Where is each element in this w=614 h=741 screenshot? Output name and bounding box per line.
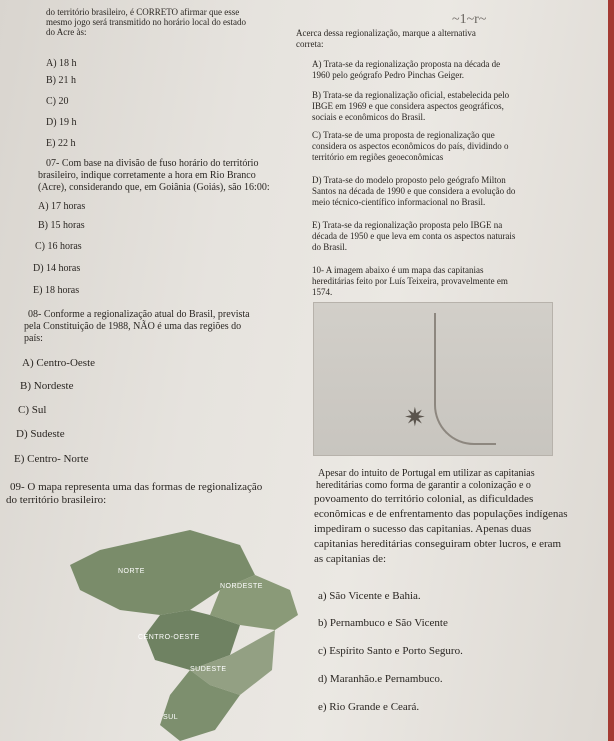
q08-option-a[interactable]: A) Centro-Oeste	[22, 357, 96, 369]
q08-option-e[interactable]: E) Centro- Norte	[14, 453, 89, 465]
coastline-drawing	[434, 313, 496, 445]
q10-text-line6: capitanias hereditárias conseguiram obter lucros, e eram	[314, 538, 562, 550]
q06-option-a[interactable]: A) 18 h	[46, 58, 77, 69]
q10-option-c[interactable]: c) Espírito Santo e Porto Seguro.	[318, 645, 463, 657]
q10-option-b[interactable]: b) Pernambuco e São Vicente	[318, 617, 448, 629]
q07-option-e[interactable]: E) 18 horas	[33, 285, 80, 296]
q10-option-a[interactable]: a) São Vicente e Bahia.	[318, 590, 421, 602]
region-label-norte: NORTE	[118, 568, 145, 575]
q05-option-d-line1[interactable]: D) Trata-se do modelo proposto pelo geógrafo Milton	[312, 175, 506, 185]
region-label-centro-oeste: CENTRO-OESTE	[138, 634, 200, 641]
q05-option-b-line3[interactable]: sociais e econômicos do Brasil.	[312, 112, 426, 122]
q10-text-line3: povoamento do território colonial, as dificuldades	[314, 493, 534, 505]
q08-stem-line1: 08- Conforme a regionalização atual do Brasil, prevista	[28, 309, 250, 320]
q06-option-d[interactable]: D) 19 h	[46, 117, 77, 128]
q10-stem-line2: hereditárias feito por Luís Teixeira, provavelmente em	[312, 276, 508, 286]
q10-stem-line3: 1574.	[312, 287, 333, 297]
q05-option-c-line3[interactable]: território em regiões geoeconômicas	[312, 152, 444, 162]
q05-option-c-line2[interactable]: considera os aspectos econômicos do país, dividindo o	[312, 141, 509, 151]
q10-text-line2: hereditárias como forma de garantir a colonização e o	[316, 480, 531, 491]
q06-option-e[interactable]: E) 22 h	[46, 138, 76, 149]
handwritten-mark: ~1~r~	[452, 12, 487, 27]
compass-rose-icon: ✷	[404, 403, 426, 432]
q07-option-b[interactable]: B) 15 horas	[38, 220, 85, 231]
q06-option-c[interactable]: C) 20	[46, 96, 69, 107]
q10-option-d[interactable]: d) Maranhão.e Pernambuco.	[318, 673, 443, 685]
q10-text-line7: as capitanias de:	[314, 553, 387, 565]
q08-option-b[interactable]: B) Nordeste	[20, 380, 74, 392]
q08-option-c[interactable]: C) Sul	[18, 404, 47, 416]
region-label-sudeste: SUDESTE	[190, 666, 227, 673]
q10-text-line5: impediram o sucesso das capitanias. Apenas duas	[314, 523, 532, 535]
q09-stem-line1: 09- O mapa representa uma das formas de regionalização	[10, 481, 263, 493]
q05-stem-line2: correta:	[296, 39, 324, 49]
background-fabric-edge	[608, 0, 614, 741]
q09-stem-line2: do território brasileiro:	[6, 494, 107, 506]
q07-stem-line2: brasileiro, indique corretamente a hora em Rio Branco	[38, 170, 256, 181]
q05-option-a-line1[interactable]: A) Trata-se da regionalização proposta na década de	[312, 59, 501, 69]
region-label-sul: SUL	[163, 714, 179, 721]
q06-stem-line2: mesmo jogo será transmitido no horário local do estado	[46, 17, 246, 27]
q10-option-e[interactable]: e) Rio Grande e Ceará.	[318, 701, 420, 713]
q05-option-c-line1[interactable]: C) Trata-se de uma proposta de regionalização que	[312, 130, 495, 140]
q10-text-line1: Apesar do intuito de Portugal em utilizar as capitanias	[318, 468, 535, 479]
q06-option-b[interactable]: B) 21 h	[46, 75, 76, 86]
q05-option-e-line3[interactable]: do Brasil.	[312, 242, 347, 252]
brazil-regions-map	[40, 520, 310, 741]
q05-option-e-line2[interactable]: década de 1950 e que leva em conta os aspectos naturais	[312, 231, 516, 241]
q08-stem-line2: pela Constituição de 1988, NÃO é uma das regiões do	[24, 321, 242, 332]
q10-text-line4: econômicas e de enfrentamento das populações indígenas	[314, 508, 568, 520]
q05-stem-line1: Acerca dessa regionalização, marque a alternativa	[296, 28, 476, 38]
region-label-nordeste: NORDESTE	[220, 583, 263, 590]
q07-stem-line1: 07- Com base na divisão de fuso horário do território	[46, 158, 259, 169]
q08-stem-line3: país:	[24, 333, 43, 344]
q06-stem-line3: do Acre às:	[46, 27, 87, 37]
q07-option-d[interactable]: D) 14 horas	[33, 263, 81, 274]
q06-stem-line1: do território brasileiro, é CORRETO afirmar que esse	[46, 7, 240, 17]
q07-stem-line3: (Acre), considerando que, em Goiânia (Goiás), são 16:00:	[38, 182, 270, 193]
q05-option-b-line2[interactable]: IBGE em 1969 e que considera aspectos geográficos,	[312, 101, 504, 111]
q05-option-d-line3[interactable]: meio técnico-científico informacional no Brasil.	[312, 197, 486, 207]
q05-option-e-line1[interactable]: E) Trata-se da regionalização proposta pelo IBGE na	[312, 220, 503, 230]
q05-option-a-line2[interactable]: 1960 pelo geógrafo Pedro Pinchas Geiger.	[312, 70, 464, 80]
q10-stem-line1: 10- A imagem abaixo é um mapa das capitanias	[312, 265, 484, 275]
q05-option-d-line2[interactable]: Santos na década de 1990 e que considera a evolução do	[312, 186, 516, 196]
q05-option-b-line1[interactable]: B) Trata-se da regionalização oficial, estabelecida pelo	[312, 90, 510, 100]
q07-option-a[interactable]: A) 17 horas	[38, 201, 86, 212]
q07-option-c[interactable]: C) 16 horas	[35, 241, 82, 252]
capitanias-map-image	[313, 302, 553, 456]
q08-option-d[interactable]: D) Sudeste	[16, 428, 65, 440]
